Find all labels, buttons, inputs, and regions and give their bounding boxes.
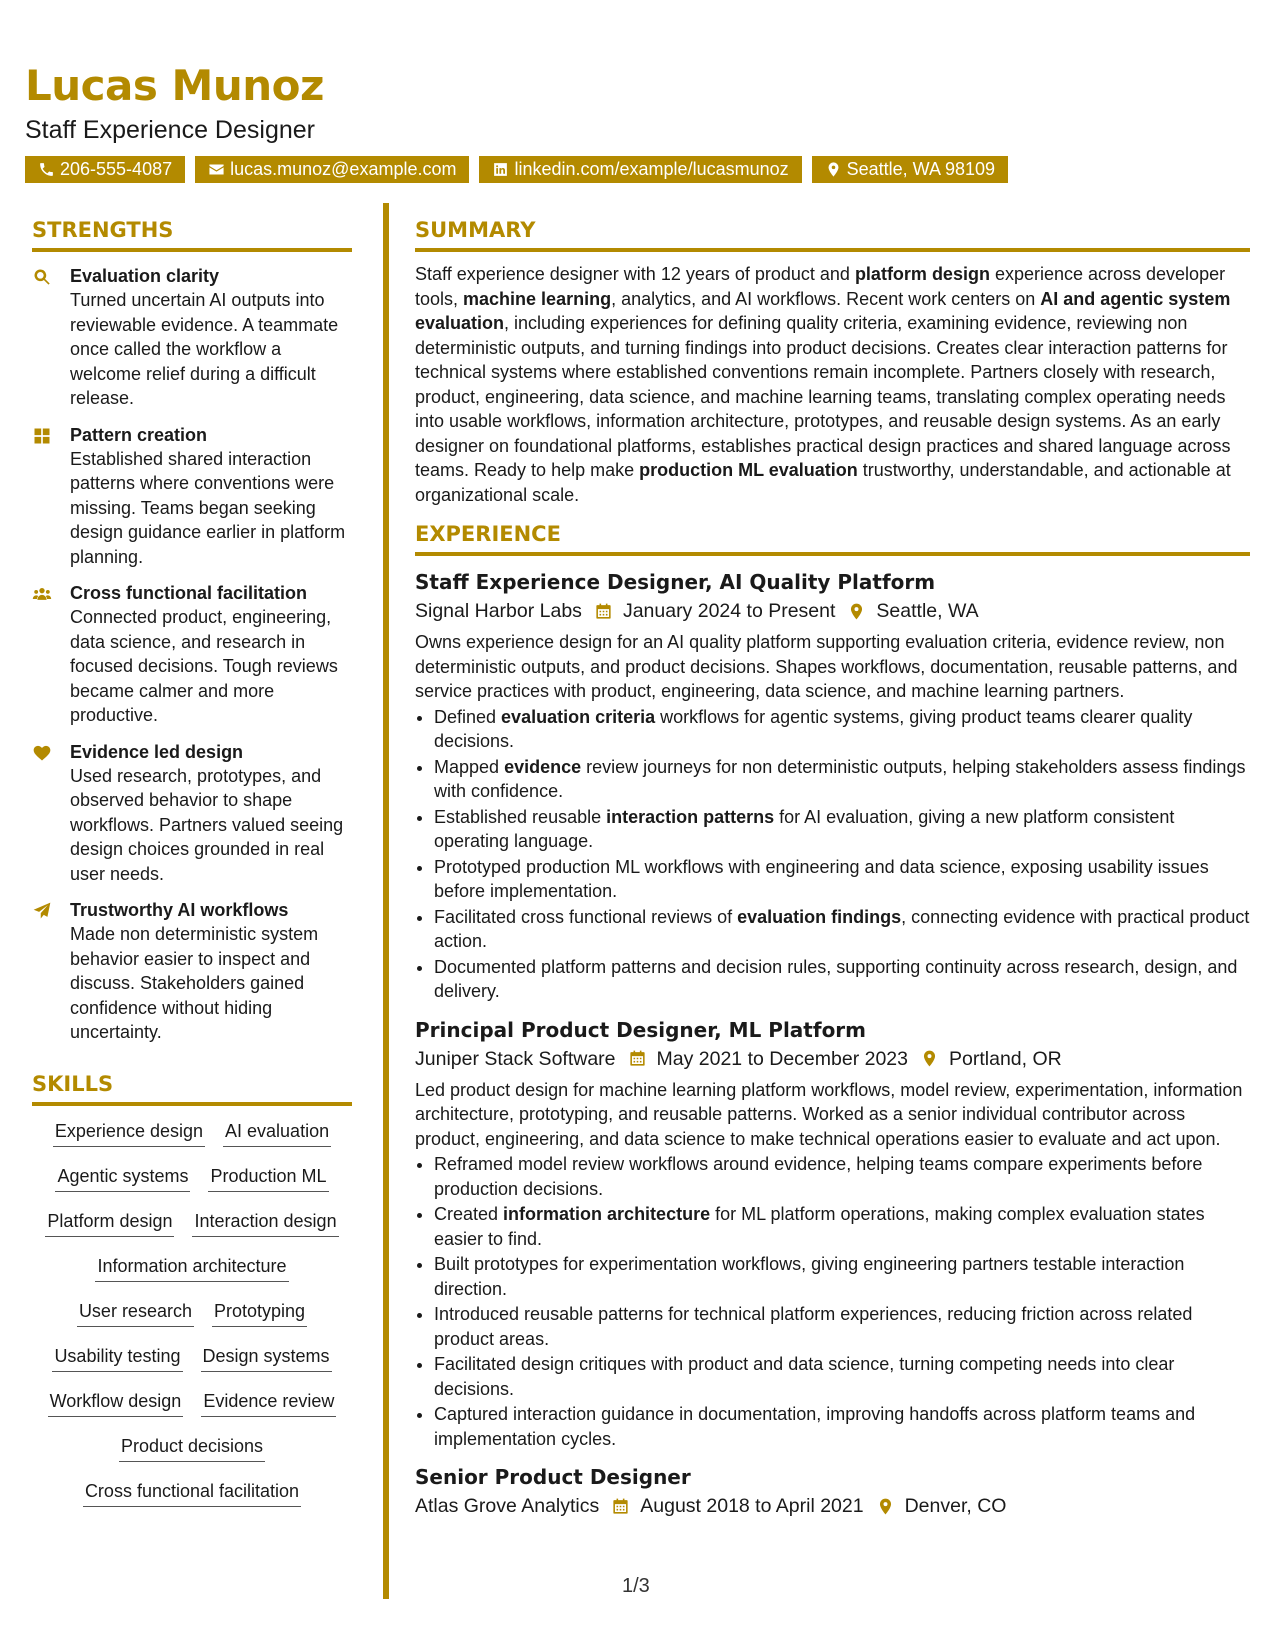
strength-text: Turned uncertain AI outputs into reviewable evidence. A teammate once called the workflow a welcome relief during a difficult release.	[70, 290, 339, 408]
strength-text: Made non deterministic system behavior easier to inspect and discuss. Stakeholders gained confidence without hiding uncertainty.	[70, 924, 319, 1042]
skill-tag: Production ML	[208, 1163, 328, 1192]
job-location: Seattle, WA	[876, 600, 979, 622]
skill-tag: Information architecture	[95, 1253, 288, 1282]
skill-tag: Agentic systems	[55, 1163, 190, 1192]
column-divider	[383, 203, 389, 1599]
job-location: Portland, OR	[949, 1047, 1062, 1070]
job-description: Led product design for machine learning platform workflows, model review, experimentation, information architecture, prototyping, and reusable patterns. Worked as a senior individual contributor across product, engineering, and data science to make technical operations easier to evaluate and act upon.	[415, 1079, 1243, 1149]
skill-tag: User research	[77, 1298, 194, 1327]
bullet-segment: Prototyped production ML workflows with engineering and data science, exposing usability issues before implementation.	[434, 856, 1209, 901]
location-icon	[825, 161, 842, 178]
contact-linkedin[interactable]	[479, 156, 801, 183]
strength-title: Evidence led design	[70, 741, 244, 762]
job-entry	[415, 1463, 1250, 1521]
strength-item	[32, 898, 352, 1045]
skill-tag: Interaction design	[192, 1208, 338, 1237]
job-description: Owns experience design for an AI quality platform supporting evaluation criteria, evidence review, non deterministic outputs, and product decisions. Shapes workflows, documentation, reusable patterns, and service practices with product, engineering, data science, and machine learning partners.	[415, 632, 1238, 701]
bullet-segment: Defined	[434, 706, 502, 727]
location-icon	[920, 1049, 939, 1068]
contact-email-text: lucas.munoz@example.com	[230, 159, 457, 179]
job-bullet	[434, 705, 1250, 754]
job-bullet	[434, 1302, 1250, 1351]
job-bullet	[434, 1252, 1250, 1301]
left-column	[32, 215, 352, 1523]
calendar-icon	[628, 1049, 647, 1068]
bullet-segment: Documented platform patterns and decision rules, supporting continuity across research, design, and delivery.	[434, 956, 1238, 1001]
strength-text: Used research, prototypes, and observed behavior to shape workflows. Partners valued seeing design choices grounded in real user needs.	[70, 765, 344, 884]
contact-bar	[25, 156, 1008, 183]
skill-tag: Product decisions	[119, 1433, 265, 1462]
job-bullet	[434, 1352, 1250, 1401]
job-dates: May 2021 to December 2023	[656, 1047, 908, 1070]
bullet-segment: evaluation findings	[737, 906, 902, 927]
calendar-icon	[594, 602, 613, 621]
right-column	[415, 215, 1250, 1521]
bullet-segment: evaluation criteria	[501, 706, 656, 727]
job-bullet	[434, 1152, 1250, 1201]
contact-location-text: Seattle, WA 98109	[846, 159, 996, 179]
job-entry	[415, 1016, 1250, 1452]
envelope-icon	[208, 161, 225, 178]
bullet-segment: Facilitated design critiques with product and data science, turning competing needs into clear decisions.	[434, 1354, 1175, 1399]
job-meta	[415, 1491, 1250, 1521]
job-company: Signal Harbor Labs	[415, 600, 582, 622]
bullet-segment: workflows for agentic systems, giving product teams clearer quality decisions.	[434, 706, 1193, 751]
linkedin-icon	[492, 161, 509, 178]
summary-text	[415, 262, 1250, 507]
job-bullets	[415, 1152, 1250, 1451]
bullet-segment: Facilitated cross functional reviews of	[434, 906, 738, 927]
summary-segment: machine learning	[463, 288, 612, 309]
job-title: Staff Experience Designer, AI Quality Platform	[415, 570, 936, 594]
job-dates: August 2018 to April 2021	[640, 1495, 864, 1517]
strength-item	[32, 740, 352, 887]
bullet-segment: Created	[434, 1204, 504, 1224]
skill-tag: Cross functional facilitation	[83, 1478, 301, 1507]
location-icon	[847, 602, 866, 621]
strength-item	[32, 581, 352, 728]
bullet-segment: , connecting evidence with practical product action.	[434, 906, 1250, 951]
job-bullet	[434, 805, 1250, 854]
strength-title: Pattern creation	[70, 424, 208, 445]
job-company: Atlas Grove Analytics	[415, 1495, 600, 1517]
job-bullet	[434, 1402, 1250, 1451]
job-meta	[415, 1044, 1250, 1074]
page-number: 1/3	[622, 1575, 650, 1597]
bullet-segment: for ML platform operations, making complex evaluation states easier to find.	[434, 1204, 1205, 1249]
job-title: Principal Product Designer, ML Platform	[415, 1017, 867, 1042]
strength-title: Cross functional facilitation	[70, 583, 308, 603]
job-bullet	[434, 755, 1250, 804]
strength-item	[32, 264, 352, 411]
candidate-name: Lucas Munoz	[25, 61, 324, 110]
bullet-segment: Mapped	[434, 756, 505, 777]
job-title: Senior Product Designer	[415, 1465, 691, 1489]
bullet-segment: evidence	[504, 756, 582, 777]
summary-segment: trustworthy, understandable, and actionable at organizational scale.	[415, 460, 1231, 505]
job-bullet	[434, 955, 1250, 1004]
experience-heading: EXPERIENCE	[415, 519, 1250, 556]
summary-segment: AI and agentic system evaluation	[415, 288, 1231, 333]
skill-tag: Workflow design	[48, 1388, 184, 1417]
skill-tag: AI evaluation	[223, 1118, 331, 1147]
summary-segment: experience across developer tools,	[415, 264, 1226, 309]
skill-tag: Usability testing	[52, 1343, 182, 1372]
phone-icon	[38, 161, 55, 178]
skill-tag: Experience design	[53, 1118, 205, 1147]
users-icon	[32, 584, 52, 604]
skill-tag: Platform design	[45, 1208, 174, 1237]
bullet-segment: Captured interaction guidance in documentation, improving handoffs across platform teams and implementation cycles.	[434, 1404, 1196, 1449]
location-icon	[876, 1497, 895, 1516]
skill-tag: Prototyping	[212, 1298, 307, 1327]
skill-tag: Evidence review	[201, 1388, 336, 1417]
summary-segment: Staff experience designer with 12 years of product and	[415, 264, 855, 284]
bullet-segment: Built prototypes for experimentation workflows, giving engineering partners testable interaction direction.	[434, 1254, 1185, 1299]
candidate-role: Staff Experience Designer	[25, 116, 315, 144]
bullet-segment: Established reusable	[434, 806, 607, 827]
calendar-icon	[611, 1497, 630, 1516]
strength-item	[32, 423, 352, 570]
bullet-segment: review journeys for non deterministic outputs, helping stakeholders assess findings with confidence.	[434, 756, 1246, 801]
bullet-segment: interaction patterns	[606, 806, 775, 827]
contact-email[interactable]	[195, 156, 469, 183]
job-company: Juniper Stack Software	[415, 1047, 616, 1070]
experience-list	[415, 568, 1250, 1521]
skill-tag: Design systems	[201, 1343, 332, 1372]
heart-icon	[32, 743, 52, 763]
strength-text: Connected product, engineering, data science, and research in focused decisions. Tough reviews became calmer and more productive.	[70, 607, 338, 725]
bullet-segment: information architecture	[503, 1204, 711, 1224]
strength-text: Established shared interaction patterns where conventions were missing. Teams began seeking design guidance earlier in platform planning.	[70, 448, 346, 567]
contact-location[interactable]	[812, 156, 1008, 183]
job-bullets	[415, 705, 1250, 1004]
job-location: Denver, CO	[904, 1495, 1007, 1517]
job-bullet	[434, 1202, 1250, 1251]
bullet-segment: Introduced reusable patterns for technical platform experiences, reducing friction across related product areas.	[434, 1304, 1193, 1349]
skills-heading: SKILLS	[32, 1069, 352, 1106]
paper-plane-icon	[32, 901, 52, 921]
job-entry	[415, 568, 1250, 1004]
contact-linkedin-text: linkedin.com/example/lucasmunoz	[514, 159, 789, 179]
summary-segment: , including experiences for defining quality criteria, examining evidence, reviewing non deterministic outputs, and turning findings into product decisions. Creates clear interaction patterns for technical systems where established conventions remain incomplete. Partners closely with research, product, engineering, data science, and machine learning teams, translating complex operating needs into usable workflows, information architecture, prototypes, and reusable design systems. As an early designer on foundational platforms, establishes practical design practices and shared language across teams. Ready to help make	[415, 313, 1231, 480]
summary-segment: , analytics, and AI workflows. Recent work centers on	[611, 288, 1041, 309]
resume-header	[25, 60, 1008, 183]
strength-title: Trustworthy AI workflows	[70, 900, 289, 920]
strengths-heading: STRENGTHS	[32, 215, 352, 252]
summary-heading: SUMMARY	[415, 215, 1250, 252]
bullet-segment: Reframed model review workflows around evidence, helping teams compare experiments before production decisions.	[434, 1154, 1203, 1199]
strength-title: Evaluation clarity	[70, 266, 220, 286]
job-bullet	[434, 855, 1250, 904]
summary-segment: platform design	[854, 264, 990, 284]
search-icon	[32, 267, 52, 287]
bullet-segment: for AI evaluation, giving a new platform consistent operating language.	[434, 806, 1175, 851]
grid-icon	[32, 426, 52, 446]
skills-list	[32, 1118, 352, 1523]
job-dates: January 2024 to Present	[622, 600, 836, 622]
job-meta	[415, 596, 1250, 626]
contact-phone-text: 206-555-4087	[60, 159, 173, 179]
job-bullet	[434, 905, 1250, 954]
summary-segment: production ML evaluation	[639, 460, 858, 480]
contact-phone[interactable]	[25, 156, 185, 183]
